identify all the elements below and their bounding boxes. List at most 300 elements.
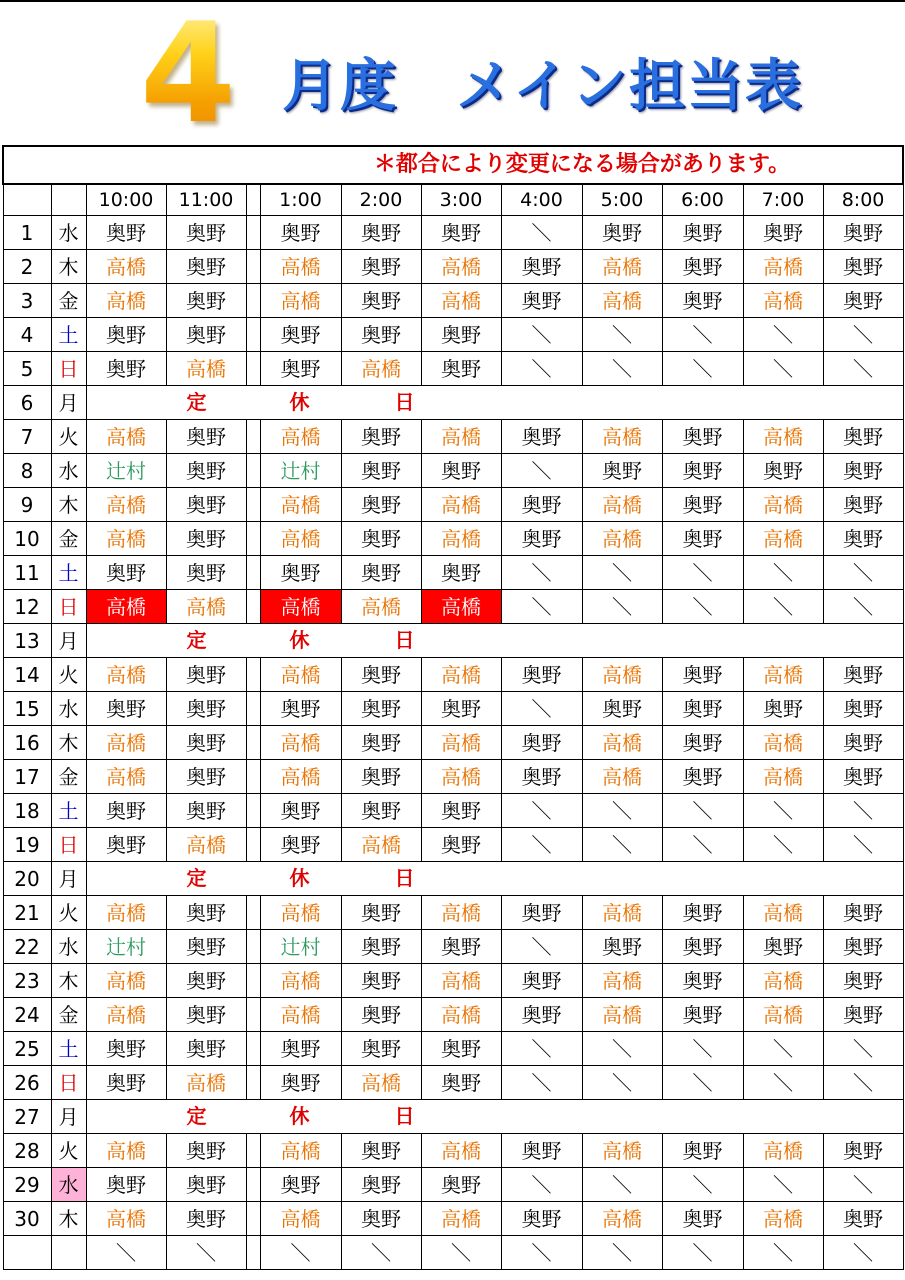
table-row: [3, 454, 903, 488]
empty-slot: ＼: [662, 318, 743, 352]
staff-cell: 奥野: [260, 556, 341, 590]
staff-cell: 奥野: [421, 1168, 501, 1202]
staff-cell: 奥野: [662, 522, 743, 556]
empty-slot: ＼: [823, 1066, 903, 1100]
staff-cell: 奥野: [662, 760, 743, 794]
closed-day-row: [3, 1100, 903, 1134]
day-number: 11: [3, 556, 51, 590]
gap-cell: [246, 658, 260, 692]
staff-cell: 奥野: [341, 1134, 421, 1168]
empty-slot: ＼: [743, 590, 823, 624]
staff-cell: 奥野: [823, 658, 903, 692]
empty-slot: ＼: [501, 794, 582, 828]
closed-char: 日: [394, 866, 415, 890]
weekday: 日: [51, 828, 86, 862]
staff-cell: 高橋: [582, 896, 662, 930]
time-header: 6:00: [662, 184, 743, 216]
gap-cell: [246, 318, 260, 352]
empty-slot: ＼: [662, 556, 743, 590]
closed-char: 日: [394, 1104, 415, 1128]
staff-cell: 高橋: [743, 250, 823, 284]
table-row: [3, 658, 903, 692]
staff-cell: 奥野: [341, 1032, 421, 1066]
staff-cell: 高橋: [743, 658, 823, 692]
staff-cell: 奥野: [166, 420, 246, 454]
table-row: [3, 828, 903, 862]
staff-cell: 奥野: [421, 692, 501, 726]
staff-cell: 高橋: [260, 896, 341, 930]
staff-cell: 高橋: [166, 352, 246, 386]
staff-cell: 高橋: [421, 250, 501, 284]
staff-cell: 奥野: [260, 352, 341, 386]
staff-cell: 高橋: [260, 726, 341, 760]
empty-slot: ＼: [662, 1236, 743, 1270]
staff-cell: 奥野: [260, 216, 341, 250]
staff-cell: 奥野: [341, 726, 421, 760]
empty-slot: ＼: [501, 590, 582, 624]
staff-cell: 高橋: [166, 590, 246, 624]
weekday: 水: [51, 692, 86, 726]
time-header: 10:00: [86, 184, 166, 216]
gap-cell: [246, 488, 260, 522]
staff-cell: 奥野: [823, 930, 903, 964]
table-row: [3, 318, 903, 352]
staff-cell: 奥野: [662, 930, 743, 964]
staff-cell: 奥野: [260, 1032, 341, 1066]
staff-cell: 奥野: [421, 930, 501, 964]
staff-cell: 奥野: [86, 828, 166, 862]
day-number: 2: [3, 250, 51, 284]
staff-cell: 奥野: [166, 794, 246, 828]
day-number: 6: [3, 386, 51, 420]
staff-cell: 高橋: [582, 964, 662, 998]
staff-cell: 奥野: [166, 250, 246, 284]
staff-cell: 高橋: [86, 522, 166, 556]
weekday: 金: [51, 998, 86, 1032]
time-header: 1:00: [260, 184, 341, 216]
table-row: [3, 250, 903, 284]
empty-slot: ＼: [260, 1236, 341, 1270]
staff-cell: 高橋: [86, 420, 166, 454]
gap-cell: [246, 692, 260, 726]
day-number: 24: [3, 998, 51, 1032]
staff-cell: 高橋: [743, 760, 823, 794]
staff-cell: 奥野: [341, 250, 421, 284]
gap-cell: [246, 828, 260, 862]
staff-cell: 奥野: [341, 1202, 421, 1236]
empty-slot: ＼: [501, 828, 582, 862]
title-area: [0, 0, 905, 154]
staff-cell: 奥野: [341, 420, 421, 454]
table-row: [3, 420, 903, 454]
staff-cell: 奥野: [501, 760, 582, 794]
time-header: 11:00: [166, 184, 246, 216]
weekday: 木: [51, 726, 86, 760]
weekday: 土: [51, 318, 86, 352]
staff-cell: 奥野: [166, 522, 246, 556]
gap-cell: [246, 556, 260, 590]
table-row: [3, 1202, 903, 1236]
day-number: 13: [3, 624, 51, 658]
empty-slot: ＼: [743, 1236, 823, 1270]
staff-cell: 奥野: [166, 318, 246, 352]
staff-cell: 高橋: [582, 726, 662, 760]
empty-slot: ＼: [743, 1032, 823, 1066]
staff-cell: 辻村: [260, 454, 341, 488]
gap-cell: [246, 896, 260, 930]
staff-cell: 奥野: [501, 420, 582, 454]
closed-char: 定: [186, 390, 207, 414]
weekday: 木: [51, 488, 86, 522]
staff-cell: 高橋: [86, 1134, 166, 1168]
staff-cell: 奥野: [166, 1032, 246, 1066]
staff-cell: 高橋: [260, 488, 341, 522]
staff-cell: 奥野: [260, 692, 341, 726]
empty-slot: ＼: [582, 318, 662, 352]
day-number: 18: [3, 794, 51, 828]
gap-cell: [246, 998, 260, 1032]
staff-cell: 高橋: [582, 250, 662, 284]
staff-cell: 奥野: [823, 1202, 903, 1236]
weekday: 金: [51, 522, 86, 556]
staff-cell: 奥野: [341, 930, 421, 964]
gap-cell: [246, 1134, 260, 1168]
table-row: [3, 352, 903, 386]
empty-slot: ＼: [501, 556, 582, 590]
table-row: [3, 488, 903, 522]
empty-slot: ＼: [662, 1032, 743, 1066]
header-blank: [51, 184, 86, 216]
staff-cell: 奥野: [743, 216, 823, 250]
staff-cell: 奥野: [662, 1202, 743, 1236]
day-number: 7: [3, 420, 51, 454]
staff-cell: 奥野: [341, 692, 421, 726]
closed-char: 定: [186, 1104, 207, 1128]
empty-slot: ＼: [582, 794, 662, 828]
closed-label: [86, 1100, 903, 1134]
page-title: 月度 メイン担当表: [282, 54, 803, 119]
empty-slot: ＼: [582, 1032, 662, 1066]
empty-slot: ＼: [582, 1168, 662, 1202]
staff-cell: 高橋: [582, 998, 662, 1032]
empty-slot: ＼: [166, 1236, 246, 1270]
table-row: [3, 522, 903, 556]
day-number: 1: [3, 216, 51, 250]
staff-cell: 高橋: [582, 658, 662, 692]
staff-cell: 奥野: [582, 930, 662, 964]
month-number: 4: [140, 0, 237, 154]
time-header: 2:00: [341, 184, 421, 216]
day-number: 16: [3, 726, 51, 760]
staff-cell: 奥野: [166, 998, 246, 1032]
weekday: 水: [51, 930, 86, 964]
closed-day-row: [3, 862, 903, 896]
staff-cell: 高橋: [260, 590, 341, 624]
day-number: 3: [3, 284, 51, 318]
staff-cell: 奥野: [341, 522, 421, 556]
empty-slot: ＼: [743, 556, 823, 590]
table-row: [3, 1032, 903, 1066]
staff-cell: 奥野: [86, 1168, 166, 1202]
staff-cell: 奥野: [823, 998, 903, 1032]
staff-cell: 奥野: [341, 658, 421, 692]
day-number: 12: [3, 590, 51, 624]
empty-slot: ＼: [501, 692, 582, 726]
empty-slot: ＼: [743, 1168, 823, 1202]
empty-slot: ＼: [501, 1168, 582, 1202]
staff-cell: 高橋: [86, 1202, 166, 1236]
staff-cell: 高橋: [743, 1134, 823, 1168]
schedule-table: [2, 145, 904, 1270]
staff-cell: 奥野: [501, 522, 582, 556]
staff-cell: 高橋: [341, 828, 421, 862]
staff-cell: 高橋: [341, 590, 421, 624]
day-number: 4: [3, 318, 51, 352]
staff-cell: 高橋: [260, 420, 341, 454]
gap-cell: [246, 250, 260, 284]
staff-cell: 辻村: [260, 930, 341, 964]
time-header: 5:00: [582, 184, 662, 216]
gap-cell: [246, 216, 260, 250]
empty-slot: ＼: [823, 828, 903, 862]
staff-cell: 高橋: [421, 420, 501, 454]
empty-slot: ＼: [86, 1236, 166, 1270]
table-row: [3, 556, 903, 590]
empty-slot: ＼: [582, 1236, 662, 1270]
staff-cell: 奥野: [582, 216, 662, 250]
empty-slot: ＼: [823, 1168, 903, 1202]
staff-cell: 高橋: [260, 284, 341, 318]
empty-slot: ＼: [662, 590, 743, 624]
notice-text: ＊都合により変更になる場合があります。: [3, 146, 903, 184]
staff-cell: 奥野: [260, 1066, 341, 1100]
staff-cell: 奥野: [662, 998, 743, 1032]
staff-cell: 奥野: [823, 420, 903, 454]
staff-cell: 奥野: [166, 964, 246, 998]
gap-cell: [246, 760, 260, 794]
staff-cell: 高橋: [582, 1134, 662, 1168]
staff-cell: 高橋: [421, 1202, 501, 1236]
staff-cell: 奥野: [260, 318, 341, 352]
staff-cell: 奥野: [662, 692, 743, 726]
weekday: 日: [51, 352, 86, 386]
empty-slot: ＼: [662, 1066, 743, 1100]
empty-slot: ＼: [501, 930, 582, 964]
weekday: 火: [51, 420, 86, 454]
staff-cell: 奥野: [86, 318, 166, 352]
staff-cell: 高橋: [421, 726, 501, 760]
weekday: 水: [51, 454, 86, 488]
day-number: 9: [3, 488, 51, 522]
staff-cell: 奥野: [166, 488, 246, 522]
weekday: 土: [51, 1032, 86, 1066]
empty-slot: ＼: [582, 1066, 662, 1100]
day-number: 29: [3, 1168, 51, 1202]
staff-cell: 高橋: [743, 488, 823, 522]
staff-cell: 高橋: [86, 998, 166, 1032]
staff-cell: 奥野: [662, 658, 743, 692]
weekday: 火: [51, 1134, 86, 1168]
day-number: 14: [3, 658, 51, 692]
weekday: 水: [51, 216, 86, 250]
staff-cell: 奥野: [341, 284, 421, 318]
staff-cell: 奥野: [341, 896, 421, 930]
staff-cell: 奥野: [501, 1134, 582, 1168]
staff-cell: 奥野: [823, 726, 903, 760]
weekday: 日: [51, 590, 86, 624]
empty-slot: ＼: [823, 318, 903, 352]
staff-cell: 高橋: [86, 284, 166, 318]
gap-cell: [246, 1032, 260, 1066]
staff-cell: 奥野: [823, 216, 903, 250]
empty-slot: ＼: [743, 318, 823, 352]
staff-cell: 奥野: [662, 250, 743, 284]
staff-cell: 高橋: [260, 250, 341, 284]
empty-slot: ＼: [662, 828, 743, 862]
empty-slot: ＼: [823, 590, 903, 624]
staff-cell: 高橋: [421, 590, 501, 624]
staff-cell: 高橋: [743, 896, 823, 930]
header-row: [3, 184, 903, 216]
staff-cell: 奥野: [823, 896, 903, 930]
staff-cell: 高橋: [743, 284, 823, 318]
gap-cell: [246, 1066, 260, 1100]
table-row: [3, 760, 903, 794]
staff-cell: 奥野: [166, 930, 246, 964]
staff-cell: 高橋: [166, 828, 246, 862]
staff-cell: 奥野: [421, 216, 501, 250]
empty-slot: ＼: [501, 1066, 582, 1100]
staff-cell: 高橋: [260, 522, 341, 556]
staff-cell: 奥野: [166, 1202, 246, 1236]
empty-slot: ＼: [421, 1236, 501, 1270]
empty-slot: ＼: [501, 318, 582, 352]
staff-cell: 奥野: [341, 964, 421, 998]
closed-label: [86, 624, 903, 658]
staff-cell: 奥野: [501, 250, 582, 284]
empty-slot: ＼: [823, 352, 903, 386]
staff-cell: 奥野: [501, 1202, 582, 1236]
gap-column: [246, 184, 260, 216]
staff-cell: 辻村: [86, 930, 166, 964]
gap-cell: [246, 352, 260, 386]
gap-cell: [246, 522, 260, 556]
staff-cell: 高橋: [86, 964, 166, 998]
weekday: 日: [51, 1066, 86, 1100]
empty-slot: ＼: [582, 352, 662, 386]
day-number: 22: [3, 930, 51, 964]
weekday: 木: [51, 250, 86, 284]
closed-char: 日: [394, 628, 415, 652]
staff-cell: 奥野: [421, 556, 501, 590]
staff-cell: 高橋: [582, 760, 662, 794]
empty-slot: ＼: [743, 794, 823, 828]
empty-slot: ＼: [743, 1066, 823, 1100]
empty-slot: ＼: [823, 1032, 903, 1066]
staff-cell: 高橋: [743, 1202, 823, 1236]
staff-cell: 奥野: [341, 556, 421, 590]
gap-cell: [246, 964, 260, 998]
staff-cell: 高橋: [743, 522, 823, 556]
staff-cell: 奥野: [662, 896, 743, 930]
staff-cell: 奥野: [341, 454, 421, 488]
day-number: 5: [3, 352, 51, 386]
staff-cell: 奥野: [823, 250, 903, 284]
gap-cell: [246, 1202, 260, 1236]
staff-cell: 奥野: [662, 488, 743, 522]
table-row: [3, 998, 903, 1032]
staff-cell: 奥野: [341, 1168, 421, 1202]
staff-cell: 奥野: [166, 1134, 246, 1168]
staff-cell: 高橋: [341, 352, 421, 386]
empty-slot: ＼: [501, 1032, 582, 1066]
staff-cell: 奥野: [823, 488, 903, 522]
staff-cell: 高橋: [743, 726, 823, 760]
staff-cell: 高橋: [582, 1202, 662, 1236]
closed-char: 休: [289, 390, 310, 414]
staff-cell: 高橋: [86, 658, 166, 692]
staff-cell: 奥野: [662, 420, 743, 454]
table-row: [3, 794, 903, 828]
staff-cell: 奥野: [501, 658, 582, 692]
gap-cell: [246, 420, 260, 454]
staff-cell: 奥野: [341, 488, 421, 522]
weekday: 土: [51, 794, 86, 828]
staff-cell: 高橋: [86, 590, 166, 624]
day-number: 27: [3, 1100, 51, 1134]
staff-cell: 高橋: [743, 998, 823, 1032]
gap-cell: [246, 284, 260, 318]
staff-cell: 高橋: [582, 284, 662, 318]
staff-cell: 高橋: [421, 896, 501, 930]
weekday: 木: [51, 964, 86, 998]
weekday: 木: [51, 1202, 86, 1236]
day-number: 30: [3, 1202, 51, 1236]
staff-cell: 辻村: [86, 454, 166, 488]
staff-cell: 奥野: [341, 318, 421, 352]
staff-cell: 奥野: [662, 964, 743, 998]
gap-cell: [246, 454, 260, 488]
staff-cell: 奥野: [260, 1168, 341, 1202]
time-header: 8:00: [823, 184, 903, 216]
staff-cell: 奥野: [86, 352, 166, 386]
staff-cell: 高橋: [86, 726, 166, 760]
staff-cell: 高橋: [421, 522, 501, 556]
staff-cell: 奥野: [582, 692, 662, 726]
staff-cell: 高橋: [421, 658, 501, 692]
staff-cell: 奥野: [421, 828, 501, 862]
empty-slot: ＼: [662, 1168, 743, 1202]
staff-cell: 奥野: [421, 454, 501, 488]
staff-cell: 奥野: [86, 1032, 166, 1066]
staff-cell: 高橋: [421, 1134, 501, 1168]
staff-cell: 高橋: [582, 488, 662, 522]
time-header: 4:00: [501, 184, 582, 216]
closed-day-row: [3, 624, 903, 658]
staff-cell: 高橋: [86, 488, 166, 522]
staff-cell: 奥野: [662, 454, 743, 488]
day-number: 17: [3, 760, 51, 794]
staff-cell: 高橋: [421, 284, 501, 318]
staff-cell: 奥野: [501, 998, 582, 1032]
gap-cell: [246, 794, 260, 828]
day-number: 8: [3, 454, 51, 488]
staff-cell: 奥野: [341, 760, 421, 794]
day-number: 25: [3, 1032, 51, 1066]
staff-cell: 奥野: [166, 216, 246, 250]
staff-cell: 奥野: [501, 896, 582, 930]
weekday: 金: [51, 760, 86, 794]
